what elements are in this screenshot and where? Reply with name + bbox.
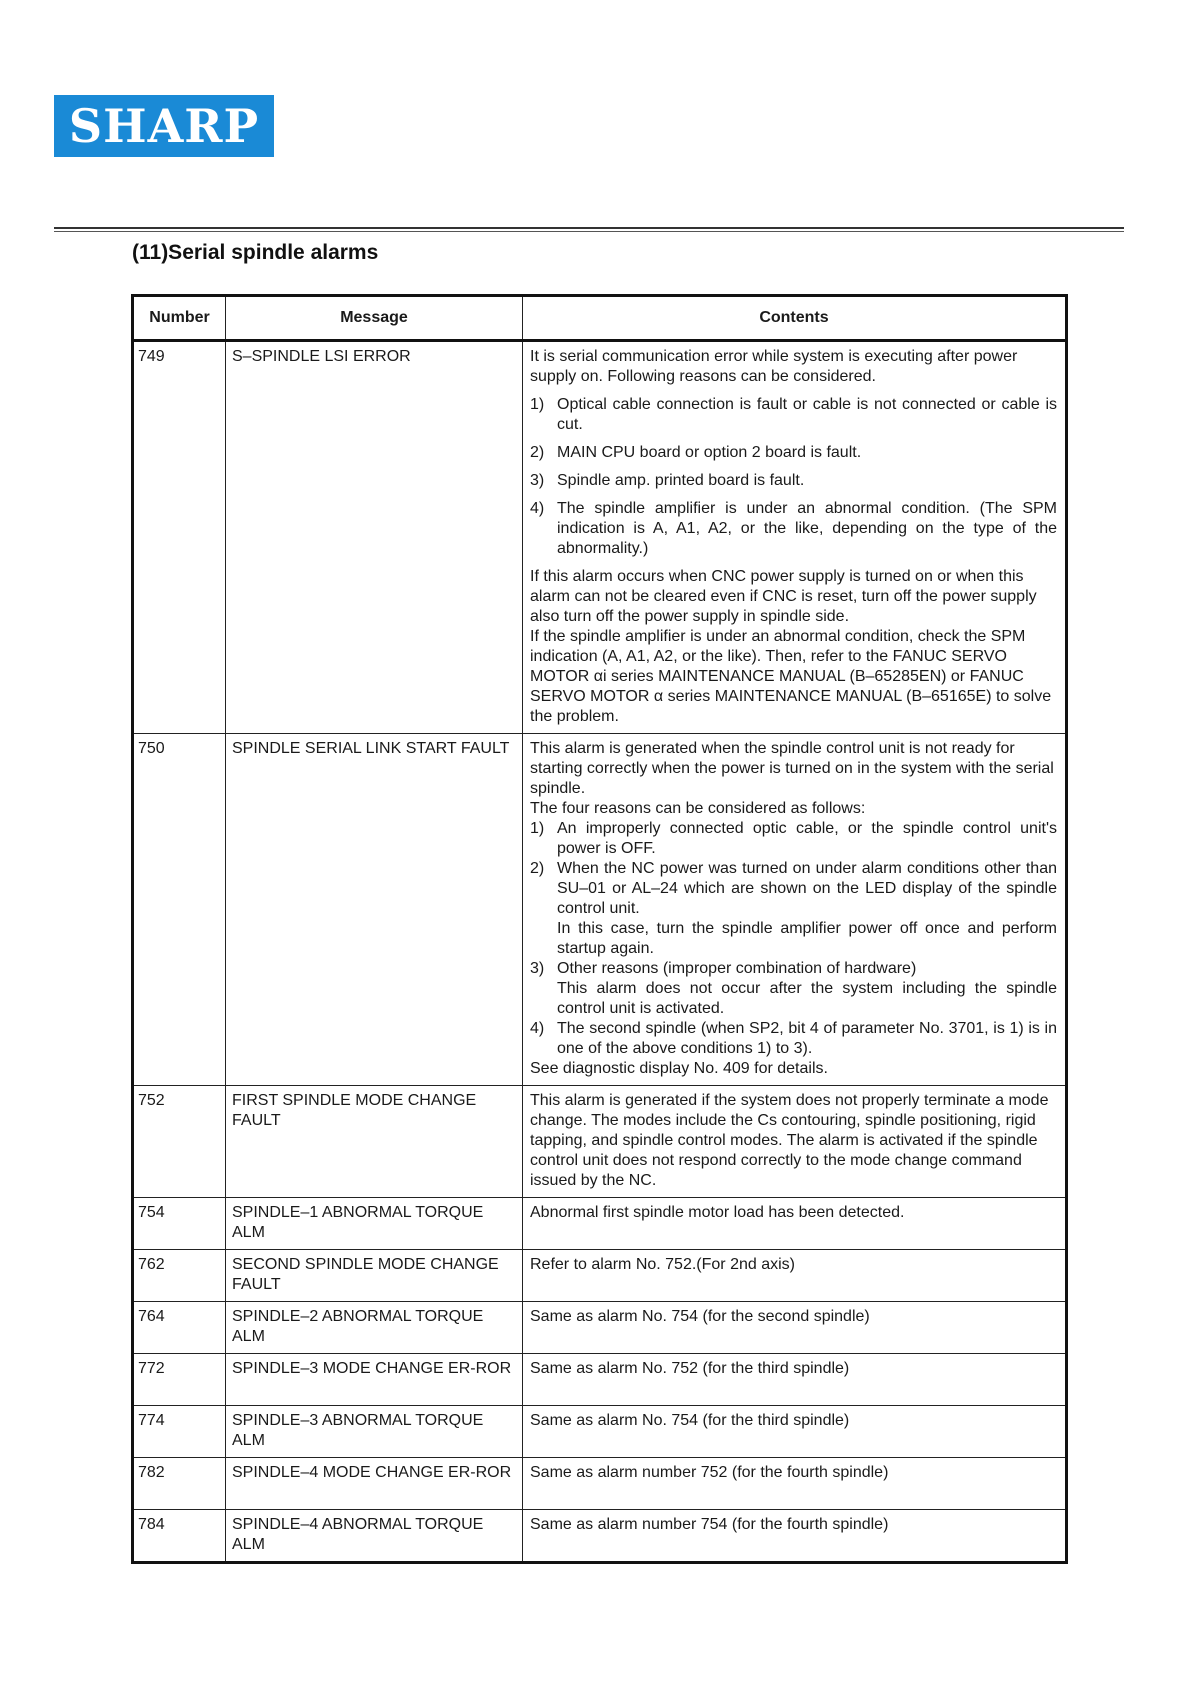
item-text: The second spindle (when SP2, bit 4 of parameter No. 3701, is 1) is in one of the above conditions 1) to 3). xyxy=(557,1020,1057,1057)
alarm-number: 752 xyxy=(133,1086,226,1198)
table-row xyxy=(133,1302,1067,1354)
alarm-message: SPINDLE–3 ABNORMAL TORQUE ALM xyxy=(226,1406,523,1458)
list-item xyxy=(530,443,1057,463)
item-text: In this case, turn the spindle amplifier power off once and perform startup again. xyxy=(557,920,1057,957)
item-text: This alarm does not occur after the system including the spindle control unit is activated. xyxy=(557,980,1057,1017)
alarm-message: S–SPINDLE LSI ERROR xyxy=(226,341,523,734)
item-number: 3) xyxy=(530,960,545,977)
table-row xyxy=(133,1458,1067,1510)
alarm-number: 750 xyxy=(133,734,226,1086)
alarm-message: SECOND SPINDLE MODE CHANGE FAULT xyxy=(226,1250,523,1302)
alarm-contents: Same as alarm number 754 (for the fourth spindle) xyxy=(523,1510,1067,1563)
item-text: MAIN CPU board or option 2 board is fault. xyxy=(557,444,862,461)
item-text: An improperly connected optic cable, or the spindle control unit's power is OFF. xyxy=(557,820,1057,857)
alarm-contents: Abnormal first spindle motor load has been detected. xyxy=(523,1198,1067,1250)
alarm-message: SPINDLE–4 ABNORMAL TORQUE ALM xyxy=(226,1510,523,1563)
alarm-contents: Same as alarm No. 752 (for the third spindle) xyxy=(523,1354,1067,1406)
list-item xyxy=(530,1019,1057,1059)
alarm-contents: Same as alarm No. 754 (for the third spindle) xyxy=(523,1406,1067,1458)
item-text: Other reasons (improper combination of hardware) xyxy=(557,960,917,977)
alarm-message: SPINDLE–2 ABNORMAL TORQUE ALM xyxy=(226,1302,523,1354)
alarm-number: 784 xyxy=(133,1510,226,1563)
list-item xyxy=(530,819,1057,859)
alarm-contents: Refer to alarm No. 752.(For 2nd axis) xyxy=(523,1250,1067,1302)
column-header-message: Message xyxy=(226,296,523,341)
item-text: Optical cable connection is fault or cable is not connected or cable is cut. xyxy=(557,396,1057,433)
list-item xyxy=(530,499,1057,559)
list-item xyxy=(530,471,1057,491)
column-header-contents: Contents xyxy=(523,296,1067,341)
alarm-number: 754 xyxy=(133,1198,226,1250)
alarm-message: SPINDLE–1 ABNORMAL TORQUE ALM xyxy=(226,1198,523,1250)
table-header-row xyxy=(133,296,1067,341)
table-row xyxy=(133,1510,1067,1563)
alarm-contents xyxy=(523,734,1067,1086)
alarm-message: SPINDLE–3 MODE CHANGE ER-ROR xyxy=(226,1354,523,1406)
alarm-message: SPINDLE SERIAL LINK START FAULT xyxy=(226,734,523,1086)
alarm-number: 772 xyxy=(133,1354,226,1406)
table-row xyxy=(133,1086,1067,1198)
table-row xyxy=(133,1250,1067,1302)
contents-paragraph: If the spindle amplifier is under an abnormal condition, check the SPM indication (A, A1, A2, or the like). Then, refer to the FANUC SERVO MOTOR αi series MAINTENANCE MANUAL (B–65285EN) or FANUC SERVO MOTOR α series MAINTENANCE MANUAL (B–65165E) to solve the problem. xyxy=(530,628,1052,725)
alarm-table xyxy=(131,294,1068,1564)
list-item xyxy=(530,959,1057,1019)
alarm-number: 749 xyxy=(133,341,226,734)
header-rule xyxy=(54,227,1124,229)
item-number: 4) xyxy=(530,1020,545,1037)
item-number: 1) xyxy=(530,820,545,837)
item-text: The spindle amplifier is under an abnormal condition. (The SPM indication is A, A1, A2, or the like, depending on the type of the abnormality.) xyxy=(557,500,1057,557)
item-number: 1) xyxy=(530,396,545,413)
table-row xyxy=(133,1406,1067,1458)
list-item xyxy=(530,859,1057,959)
item-number: 2) xyxy=(530,444,545,461)
contents-paragraph: If this alarm occurs when CNC power supply is turned on or when this alarm can not be cleared even if CNC is reset, turn off the power supply also turn off the power supply in spindle side. xyxy=(530,568,1037,625)
alarm-message: FIRST SPINDLE MODE CHANGE FAULT xyxy=(226,1086,523,1198)
table-row xyxy=(133,734,1067,1086)
contents-intro: This alarm is generated when the spindle control unit is not ready for starting correctly when the power is turned on in the system with the serial spindle. xyxy=(530,740,1054,797)
column-header-number: Number xyxy=(133,296,226,341)
sharp-logo xyxy=(54,95,274,157)
header-rule-thin xyxy=(54,231,1124,232)
table-row xyxy=(133,341,1067,734)
item-number: 4) xyxy=(530,500,545,517)
item-number: 3) xyxy=(530,472,545,489)
alarm-contents: Same as alarm No. 754 (for the second spindle) xyxy=(523,1302,1067,1354)
item-text: When the NC power was turned on under alarm conditions other than SU–01 or AL–24 which are shown on the LED display of the spindle control unit. xyxy=(557,860,1057,917)
table-row xyxy=(133,1198,1067,1250)
contents-intro: The four reasons can be considered as follows: xyxy=(530,800,866,817)
item-text: Spindle amp. printed board is fault. xyxy=(557,472,805,489)
alarm-number: 782 xyxy=(133,1458,226,1510)
alarm-contents: Same as alarm number 752 (for the fourth spindle) xyxy=(523,1458,1067,1510)
alarm-number: 774 xyxy=(133,1406,226,1458)
alarm-contents xyxy=(523,341,1067,734)
alarm-number: 764 xyxy=(133,1302,226,1354)
contents-paragraph: See diagnostic display No. 409 for details. xyxy=(530,1060,828,1077)
alarm-number: 762 xyxy=(133,1250,226,1302)
item-number: 2) xyxy=(530,860,545,877)
alarm-message: SPINDLE–4 MODE CHANGE ER-ROR xyxy=(226,1458,523,1510)
list-item xyxy=(530,395,1057,435)
table-row xyxy=(133,1354,1067,1406)
logo-text: SHARP xyxy=(68,99,260,153)
section-title: (11)Serial spindle alarms xyxy=(132,241,379,264)
alarm-contents: This alarm is generated if the system does not properly terminate a mode change. The modes include the Cs contouring, spindle positioning, rigid tapping, and spindle control modes. The alarm is activated if the spindle control unit does not respond correctly to the mode change command issued by the NC. xyxy=(523,1086,1067,1198)
contents-intro: It is serial communication error while system is executing after power supply on. Following reasons can be considered. xyxy=(530,348,1018,385)
